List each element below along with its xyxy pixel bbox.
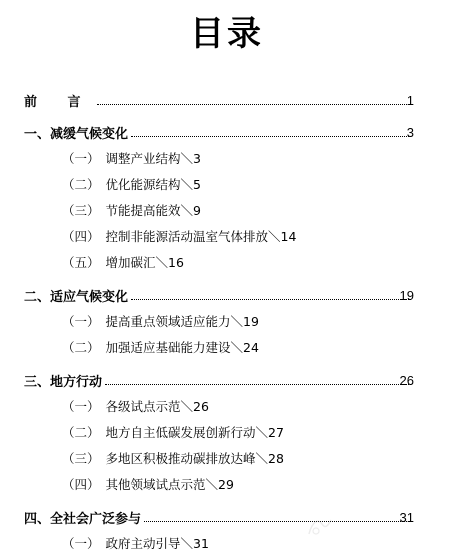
toc-subentry-text: 其他领域试点示范＼29: [105, 477, 234, 492]
toc-entry-section-3[interactable]: [0, 367, 454, 393]
toc-subentry-text: 增加碳汇＼16: [105, 255, 184, 270]
toc-subentry[interactable]: [0, 419, 454, 445]
toc-subentry[interactable]: [0, 530, 454, 556]
dot-leader: [131, 135, 411, 137]
toc-subentry-number: （一）: [62, 314, 100, 329]
dot-leader: [131, 298, 411, 300]
toc-main-entry: [24, 119, 414, 145]
toc-subentry[interactable]: [0, 445, 454, 471]
toc-subentry-text: 节能提高能效＼9: [105, 203, 201, 218]
toc-entry-preface[interactable]: [0, 87, 454, 113]
toc-subentry-number: （一）: [62, 151, 100, 166]
toc-entry-section-2[interactable]: [0, 282, 454, 308]
toc-subentry[interactable]: [0, 223, 454, 249]
toc-page-number: 3: [406, 124, 414, 140]
toc-subentry-number: （五）: [62, 255, 100, 270]
toc-subentry[interactable]: [0, 171, 454, 197]
page-title: 目录: [190, 14, 264, 54]
toc-subentry-number: （一）: [62, 536, 100, 551]
toc-main-entry: [24, 367, 414, 393]
toc-subentry-text: 调整产业结构＼3: [105, 151, 201, 166]
toc-page-number: 1: [406, 92, 414, 108]
toc-subentry[interactable]: [0, 308, 454, 334]
toc-subentry-text: 地方自主低碳发展创新行动＼27: [105, 425, 284, 440]
toc-subentry-text: 多地区积极推动碳排放达峰＼28: [105, 451, 284, 466]
toc-subentry-number: （三）: [62, 451, 100, 466]
toc-entry-section-1[interactable]: [0, 119, 454, 145]
toc-entry-label: 三、地方行动: [24, 374, 103, 390]
toc-subentry-text: 加强适应基础能力建设＼24: [105, 340, 259, 355]
toc-main-entry: [24, 504, 414, 530]
toc-subentry-text: 各级试点示范＼26: [105, 399, 209, 414]
toc-subentry[interactable]: [0, 334, 454, 360]
toc-subentry[interactable]: [0, 393, 454, 419]
toc-subentry-number: （三）: [62, 203, 100, 218]
toc-subentry-number: （二）: [62, 177, 100, 192]
toc-subentry-number: （一）: [62, 399, 100, 414]
toc-subentry-text: 政府主动引导＼31: [105, 536, 209, 551]
toc-entry-label: 四、全社会广泛参与: [24, 511, 142, 527]
toc-subentry-number: （四）: [62, 477, 100, 492]
toc-subentry[interactable]: [0, 249, 454, 275]
toc-subentry-number: （四）: [62, 229, 100, 244]
toc-entry-section-4[interactable]: [0, 504, 454, 530]
toc-main-entry: [24, 87, 414, 113]
watermark-icon: [306, 516, 334, 538]
toc-subentry-text: 提高重点领域适应能力＼19: [105, 314, 259, 329]
toc-subentry-text: 控制非能源活动温室气体排放＼14: [105, 229, 297, 244]
toc-entry-label: 二、适应气候变化: [24, 289, 129, 305]
toc-subentry-text: 优化能源结构＼5: [105, 177, 201, 192]
table-of-contents: [0, 87, 454, 556]
toc-subentry[interactable]: [0, 197, 454, 223]
toc-page-number: 26: [399, 372, 414, 388]
toc-subentry[interactable]: [0, 471, 454, 497]
toc-subentry-number: （二）: [62, 340, 100, 355]
dot-leader: [97, 103, 411, 105]
dot-leader: [144, 520, 411, 522]
toc-page-number: 19: [399, 287, 414, 303]
toc-subentry[interactable]: [0, 145, 454, 171]
toc-subentry-number: （二）: [62, 425, 100, 440]
toc-entry-label: 一、减缓气候变化: [24, 126, 129, 142]
toc-page-number: 31: [399, 509, 414, 525]
toc-entry-label: 前 言: [24, 94, 94, 110]
toc-main-entry: [24, 282, 414, 308]
dot-leader: [105, 383, 411, 385]
